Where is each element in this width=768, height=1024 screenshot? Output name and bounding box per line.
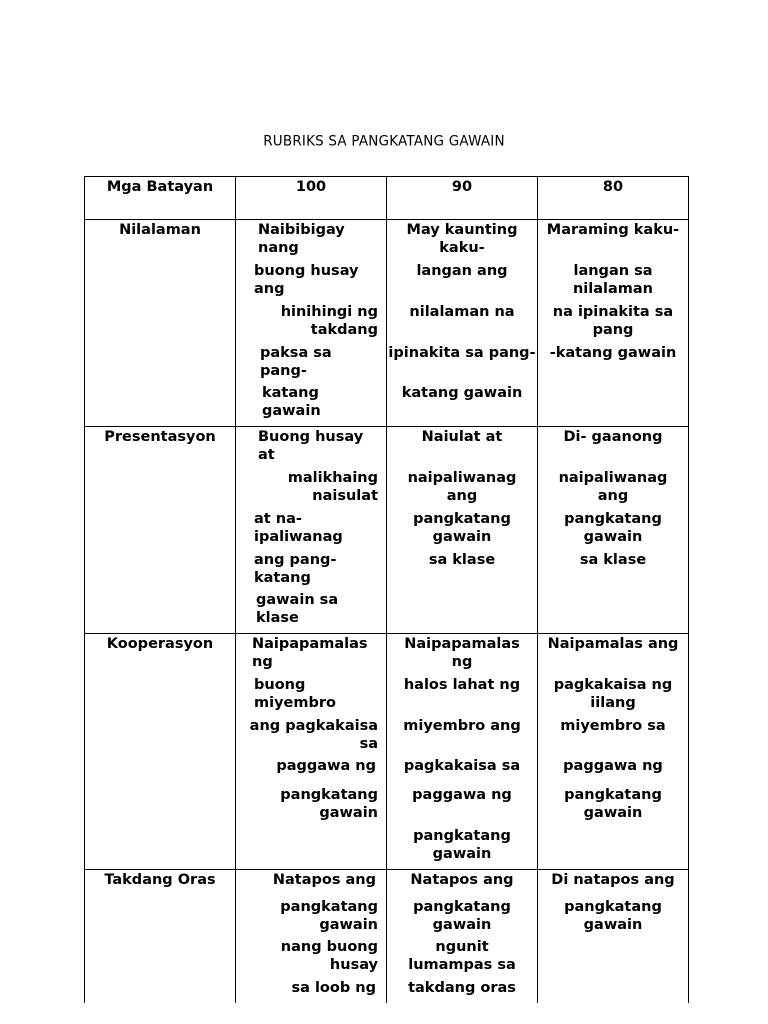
cell-line: pangkatang gawain <box>280 787 378 821</box>
cell-line: Maraming kaku- <box>546 222 680 238</box>
document-title: RUBRIKS SA PANGKATANG GAWAIN <box>263 132 505 150</box>
cell-line: -katang gawain <box>549 345 677 361</box>
score-100-cell <box>236 427 387 634</box>
table-header-row <box>85 177 689 220</box>
rubric-table <box>84 176 689 1003</box>
cell-line: miyembro ang <box>403 718 521 734</box>
cell-line: ang pang-katang <box>254 552 337 586</box>
cell-line: Naipapamalas ng <box>404 636 520 670</box>
cell-line: ang pagkakaisa sa <box>249 718 378 752</box>
criterion-cell: Presentasyon <box>85 427 236 634</box>
cell-line: buong miyembro <box>254 677 336 711</box>
header-criteria: Mga Batayan <box>85 177 236 220</box>
cell-line: katang gawain <box>262 385 321 419</box>
cell-line: nang buong husay <box>280 939 378 973</box>
criterion-cell: Nilalaman <box>85 220 236 427</box>
cell-line: katang gawain <box>401 385 523 401</box>
cell-line: Naipamalas ang <box>547 636 679 652</box>
header-score-100: 100 <box>236 177 387 220</box>
cell-line: Naibibigay nang <box>258 222 345 256</box>
cell-line: ipinakita sa pang- <box>388 345 536 361</box>
cell-line: pangkatang gawain <box>280 899 378 933</box>
score-80-cell <box>538 220 689 427</box>
cell-line: takdang oras <box>408 980 516 996</box>
cell-line: Naiulat at <box>421 429 503 445</box>
cell-line: pangkatang gawain <box>413 511 511 545</box>
cell-line: pangkatang gawain <box>413 899 511 933</box>
cell-line: sa klase <box>428 552 496 568</box>
cell-line: pangkatang gawain <box>564 787 662 821</box>
cell-line: Natapos ang <box>410 872 514 888</box>
cell-line: Buong husay at <box>258 429 364 463</box>
cell-line: sa klase <box>579 552 647 568</box>
cell-line: naipaliwanag ang <box>558 470 668 504</box>
cell-line: naipaliwanag ang <box>407 470 517 504</box>
score-90-cell <box>387 220 538 427</box>
cell-line: halos lahat ng <box>403 677 521 693</box>
cell-line: malikhaing naisulat <box>287 470 378 504</box>
cell-line: hinihingi ng takdang <box>280 304 378 338</box>
cell-line: langan sa nilalaman <box>572 263 654 297</box>
cell-line: paggawa ng <box>412 787 512 803</box>
score-100-cell <box>236 870 387 1004</box>
cell-line: paggawa ng <box>276 758 376 774</box>
score-90-cell <box>387 634 538 870</box>
cell-line: sa loob ng <box>291 980 376 996</box>
table-row <box>85 870 689 1004</box>
score-80-cell <box>538 870 689 1004</box>
score-80-cell <box>538 634 689 870</box>
table-row <box>85 427 689 634</box>
cell-line: ngunit lumampas sa <box>408 939 516 973</box>
criterion-cell: Kooperasyon <box>85 634 236 870</box>
table-row <box>85 220 689 427</box>
cell-line: Naipapamalas ng <box>252 636 368 670</box>
cell-line: at na-ipaliwanag <box>254 511 343 545</box>
cell-line: May kaunting kaku- <box>406 222 518 256</box>
cell-line: paggawa ng <box>563 758 663 774</box>
cell-line: pagkakaisa sa <box>403 758 521 774</box>
score-90-cell <box>387 427 538 634</box>
cell-line: buong husay ang <box>254 263 359 297</box>
score-90-cell <box>387 870 538 1004</box>
criterion-cell: Takdang Oras <box>85 870 236 1004</box>
cell-line: na ipinakita sa pang <box>552 304 674 338</box>
cell-line: Di- gaanong <box>563 429 663 445</box>
cell-line: miyembro sa <box>560 718 666 734</box>
score-80-cell <box>538 427 689 634</box>
cell-line: Natapos ang <box>272 872 376 888</box>
cell-line: pangkatang gawain <box>564 899 662 933</box>
cell-line: pagkakaisa ng iilang <box>553 677 673 711</box>
cell-line: langan ang <box>416 263 508 279</box>
table-row <box>85 634 689 870</box>
cell-line: nilalaman na <box>409 304 515 320</box>
score-100-cell <box>236 220 387 427</box>
header-score-80: 80 <box>538 177 689 220</box>
cell-line: Di natapos ang <box>551 872 675 888</box>
cell-line: gawain sa klase <box>256 592 339 626</box>
cell-line: pangkatang gawain <box>564 511 662 545</box>
cell-line: paksa sa pang- <box>260 345 332 379</box>
cell-line: pangkatang gawain <box>413 828 511 862</box>
score-100-cell <box>236 634 387 870</box>
header-score-90: 90 <box>387 177 538 220</box>
